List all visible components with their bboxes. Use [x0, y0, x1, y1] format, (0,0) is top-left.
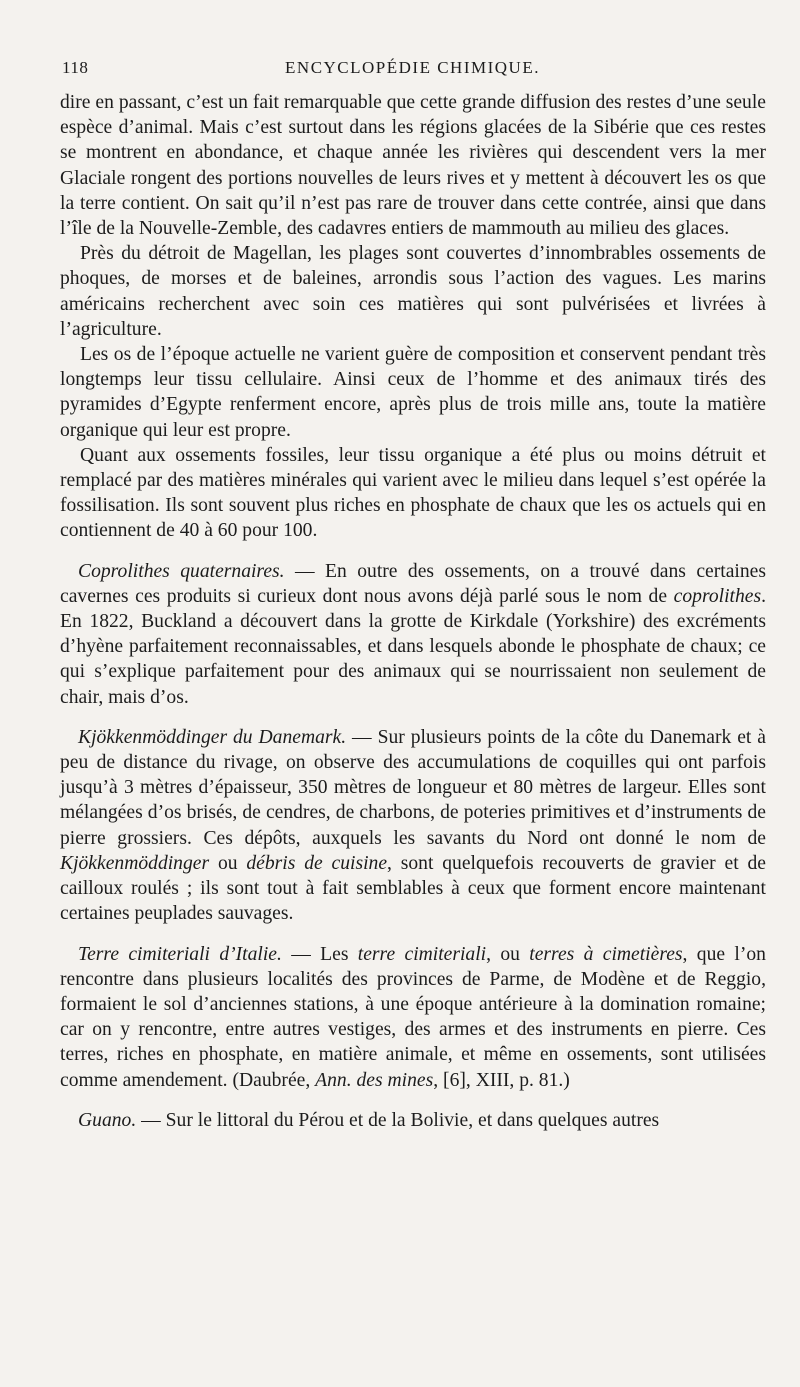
- paragraph-3: Les os de l’époque actuelle ne varient guère de composition et conservent pendant très longtemps leur tissu cellulaire. Ainsi ceux de l’homme et des animaux tirés des pyramides d’Egypte renferment encore, après plus de trois mille ans, toute la matière organique qui leur est propre.: [60, 344, 766, 441]
- page-number: 118: [62, 58, 89, 77]
- section-terre-cimiteriali: Terre cimiteriali d’Italie. — Les terre cimiteriali, ou terres à cimetières, que l’on rencontre dans plusieurs localités des provinces de Parme, de Modène et de Reggio, formaient le sol d’anciennes stations, à une époque antérieure à la domination romaine; car on y rencontre, entre autres vestiges, des armes et des instruments en pierre. Ces terres, riches en phosphate, en matière animale, et même en ossements, sont utilisées comme amendement. (Daubrée, Ann. des mines, [6], XIII, p. 81.): [60, 943, 766, 1091]
- section-kjokkenmoddinger: Kjökkenmöddinger du Danemark. — Sur plusieurs points de la côte du Danemark et à peu de distance du rivage, on observe des accumulations de coquilles qui ont parfois jusqu’à 3 mètres d’épaisseur, 350 mètres de longueur et 80 mètres de largeur. Elles sont mélangées d’os brisés, de cendres, de charbons, de poteries primitives et d’instruments de pierre grossiers. Ces dépôts, auxquels les savants du Nord ont donné le nom de Kjökkenmöddinger ou débris de cuisine, sont quelquefois recouverts de gravier et de cailloux roulés ; ils sont tout à fait semblables à ceux que forment encore maintenant certaines peuplades sauvages.: [60, 726, 767, 925]
- paragraph-1: dire en passant, c’est un fait remarquable que cette grande diffusion des restes d’une seule espèce d’animal. Mais c’est surtout dans les régions glacées de la Sibérie que ces restes se montrent en abondance, et chaque année les rivières qui descendent vers la mer Glaciale rongent des portions nouvelles de leurs rives et y mettent à découvert les os que la terre contient. On sait qu’il n’est pas rare de trouver dans cette contrée, ainsi que dans l’île de la Nouvelle-Zemble, des cadavres entiers de mammouth au milieu des glaces.: [60, 92, 766, 240]
- paragraph-4: Quant aux ossements fossiles, leur tissu organique a été plus ou moins détruit et remplacé par des matières minérales qui varient avec le milieu dans lequel s’est opérée la fossilisation. Ils sont souvent plus riches en phosphate de chaux que les os actuels qui en contiennent de 40 à 60 pour 100.: [60, 444, 766, 542]
- page-header: [60, 58, 765, 84]
- running-head: ENCYCLOPÉDIE CHIMIQUE.: [285, 58, 540, 77]
- section-title-terre-cimiteriali: Terre cimiteriali d’Italie.: [78, 943, 282, 965]
- section-title-guano: Guano.: [78, 1109, 137, 1131]
- paragraph-2: Près du détroit de Magellan, les plages sont couvertes d’innombrables ossements de phoques, de morses et de baleines, arrondis sous l’action des vagues. Les marins américains recherchent avec soin ces matières qui sont pulvérisées et livrées à l’agriculture.: [60, 243, 766, 340]
- section-title-kjokkenmoddinger: Kjökkenmöddinger du Danemark.: [78, 726, 347, 748]
- section-coprolithes: Coprolithes quaternaires. — En outre des ossements, on a trouvé dans certaines cavernes ces produits si curieux dont nous avons déjà parlé sous le nom de coprolithes. En 1822, Buckland a découvert dans la grotte de Kirkdale (Yorkshire) des excréments d’hyène parfaitement reconnaissables, et dans lesquels abonde le phosphate de chaux; ce qui s’explique parfaitement pour des animaux qui se nourrissaient non seulement de chair, mais d’os.: [60, 560, 766, 708]
- section-guano: Guano. — Sur le littoral du Pérou et de la Bolivie, et dans quelques autres: [78, 1109, 660, 1131]
- body-text: [60, 90, 766, 1133]
- section-title-coprolithes: Coprolithes quaternaires.: [78, 560, 285, 582]
